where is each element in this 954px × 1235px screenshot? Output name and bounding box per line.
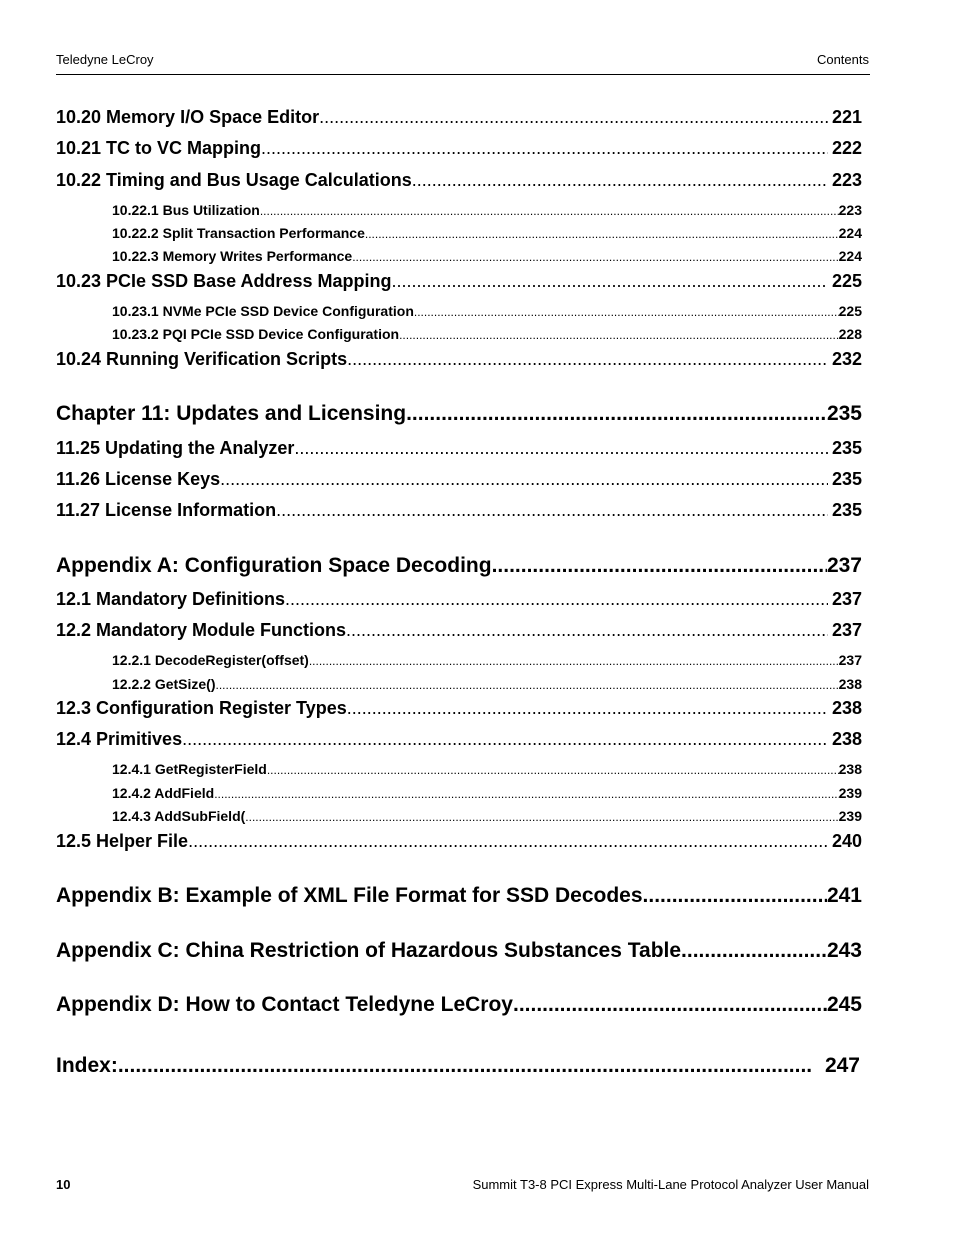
dot-leader (352, 250, 838, 264)
dot-leader (399, 328, 839, 342)
dot-leader (261, 138, 828, 159)
dot-leader (414, 305, 839, 319)
toc-entry-12-5[interactable]: 12.5 Helper File ..... 240 (56, 831, 862, 852)
dot-leader (118, 1054, 813, 1078)
toc-entry-12-3[interactable]: 12.3 Configuration Register Types ..... 238 (56, 698, 862, 719)
toc-entry-10-20[interactable]: 10.20 Memory I/O Space Editor ..... 221 (56, 107, 862, 128)
dot-leader (220, 469, 828, 490)
dot-leader (391, 271, 828, 292)
dot-leader (492, 554, 827, 578)
toc-appendix-b[interactable]: Appendix B: Example of XML File Format for SSD Decodes ..... 241 (56, 884, 862, 908)
toc-index[interactable]: Index: ..... 247 (56, 1054, 860, 1078)
toc-entry-10-23-2[interactable]: 10.23.2 PQI PCIe SSD Device Configuration ..... 228 (112, 326, 862, 342)
dot-leader (216, 678, 839, 692)
header-rule (56, 74, 870, 75)
toc-entry-12-2-1[interactable]: 12.2.1 DecodeRegister(offset) ..... 237 (112, 652, 862, 668)
dot-leader (309, 654, 839, 668)
dot-leader (412, 170, 828, 191)
toc-entry-11-25[interactable]: 11.25 Updating the Analyzer ..... 235 (56, 438, 862, 459)
toc-appendix-a[interactable]: Appendix A: Configuration Space Decoding ..... 237 (56, 554, 862, 578)
dot-leader (245, 810, 838, 824)
dot-leader (276, 500, 828, 521)
toc-entry-12-2[interactable]: 12.2 Mandatory Module Functions ..... 237 (56, 620, 862, 641)
dot-leader (365, 227, 839, 241)
dot-leader (513, 993, 827, 1017)
toc-entry-11-26[interactable]: 11.26 License Keys ..... 235 (56, 469, 862, 490)
toc-entry-10-24[interactable]: 10.24 Running Verification Scripts ..... 232 (56, 349, 862, 370)
dot-leader (188, 831, 828, 852)
toc-entry-12-4-1[interactable]: 12.4.1 GetRegisterField ..... 238 (112, 761, 862, 777)
toc-entry-12-2-2[interactable]: 12.2.2 GetSize() ..... 238 (112, 676, 862, 692)
toc-entry-12-4-3[interactable]: 12.4.3 AddSubField( ..... 239 (112, 808, 862, 824)
toc-appendix-c[interactable]: Appendix C: China Restriction of Hazardous Substances Table ..... 243 (56, 939, 862, 963)
running-header-left: Teledyne LeCroy (56, 52, 154, 67)
dot-leader (406, 402, 827, 426)
toc-chapter-11[interactable]: Chapter 11: Updates and Licensing ..... 235 (56, 402, 862, 426)
toc-entry-10-23-1[interactable]: 10.23.1 NVMe PCIe SSD Device Configuration ..... 225 (112, 303, 862, 319)
dot-leader (285, 589, 828, 610)
toc-entry-12-1[interactable]: 12.1 Mandatory Definitions ..... 237 (56, 589, 862, 610)
toc-entry-11-27[interactable]: 11.27 License Information ..... 235 (56, 500, 862, 521)
dot-leader (214, 787, 838, 801)
dot-leader (681, 939, 827, 963)
page-number: 10 (56, 1177, 71, 1192)
running-footer-title: Summit T3-8 PCI Express Multi-Lane Protocol Analyzer User Manual (472, 1177, 869, 1192)
toc-entry-10-21[interactable]: 10.21 TC to VC Mapping ..... 222 (56, 138, 862, 159)
toc-entry-10-22-2[interactable]: 10.22.2 Split Transaction Performance ..... 224 (112, 225, 862, 241)
toc-entry-10-23[interactable]: 10.23 PCIe SSD Base Address Mapping ..... 225 (56, 271, 862, 292)
running-header-right: Contents (816, 52, 869, 67)
dot-leader (347, 698, 828, 719)
dot-leader (346, 620, 828, 641)
dot-leader (347, 349, 828, 370)
toc-entry-10-22-1[interactable]: 10.22.1 Bus Utilization ..... 223 (112, 202, 862, 218)
dot-leader (182, 729, 828, 750)
toc-entry-10-22[interactable]: 10.22 Timing and Bus Usage Calculations ..... 223 (56, 170, 862, 191)
toc-entry-12-4[interactable]: 12.4 Primitives ..... 238 (56, 729, 862, 750)
toc-entry-12-4-2[interactable]: 12.4.2 AddField ..... 239 (112, 785, 862, 801)
toc-entry-10-22-3[interactable]: 10.22.3 Memory Writes Performance ..... 224 (112, 248, 862, 264)
dot-leader (267, 763, 839, 777)
dot-leader (643, 884, 827, 908)
dot-leader (294, 438, 828, 459)
dot-leader (260, 204, 839, 218)
dot-leader (319, 107, 828, 128)
toc-appendix-d[interactable]: Appendix D: How to Contact Teledyne LeCroy ..... 245 (56, 993, 862, 1017)
